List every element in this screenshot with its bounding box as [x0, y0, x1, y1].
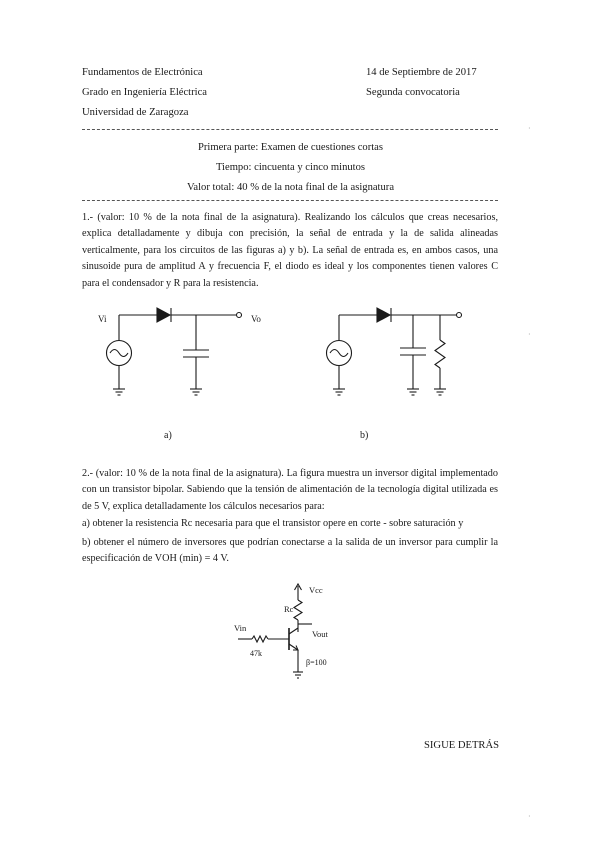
exam-time: Tiempo: cincuenta y cinco minutos	[215, 162, 366, 173]
question-2-text: 2.- (valor: 10 % de la nota final de la asignatura). La figura muestra un inversor digital implementado con un transistor bipolar. Sabiendo que la tensión de alimentación de la tecnología digital utilizada es de 5 V, explica detalladamente los cálculos necesarios para:	[82, 468, 498, 512]
scan-artifact: ·	[528, 812, 531, 821]
question-1-text: 1.- (valor: 10 % de la nota final de la asignatura). Realizando los cálculos que creas necesarios, explica detalladamente y dibuja con precisión, la señal de entrada y la de salida alineadas verticalmente, para los circuitos de las figuras a) y b). La señal de entrada es, en ambos casos, una sinusoide pura de amplitud A y frecuencia F, el diodo es ideal y los componentes tienen valores C para el condensador y R para la resistencia.	[82, 212, 498, 289]
label-vo: Vo	[251, 314, 261, 324]
scan-artifact: ·	[528, 330, 531, 339]
label-rc: Rc	[284, 604, 294, 614]
scan-artifact: ·	[528, 124, 531, 133]
university-name: Universidad de Zaragoza	[82, 107, 189, 118]
caption-b: b)	[360, 430, 369, 441]
exam-part: Primera parte: Examen de cuestiones cortas	[197, 142, 384, 153]
rb-resistor-icon	[252, 636, 268, 642]
question-2-item-a: a) obtener la resistencia Rc necesaria para que el transistor opere en corte - sobre saturación y	[82, 518, 464, 529]
exam-call: Segunda convocatoria	[366, 87, 460, 98]
label-vout: Vout	[312, 629, 328, 639]
caption-a: a)	[164, 430, 172, 441]
label-vi: Vi	[98, 314, 107, 324]
rc-resistor-icon	[294, 600, 302, 620]
continue-note: SIGUE DETRÁS	[424, 740, 500, 751]
exam-value: Valor total: 40 % de la nota final de la asignatura	[186, 182, 395, 193]
degree-name: Grado en Ingeniería Eléctrica	[82, 87, 207, 98]
label-vcc: Vcc	[309, 585, 323, 595]
question-2-item-b: b) obtener el número de inversores que podrían conectarse a la salida de un inversor para cumplir la especificación de VOH (min) = 4 V.	[82, 537, 498, 565]
label-vin: Vin	[234, 623, 247, 633]
label-rb: 47k	[250, 649, 262, 658]
exam-date: 14 de Septiembre de 2017	[366, 67, 477, 78]
label-beta: β=100	[306, 658, 327, 667]
course-name: Fundamentos de Electrónica	[82, 67, 203, 78]
